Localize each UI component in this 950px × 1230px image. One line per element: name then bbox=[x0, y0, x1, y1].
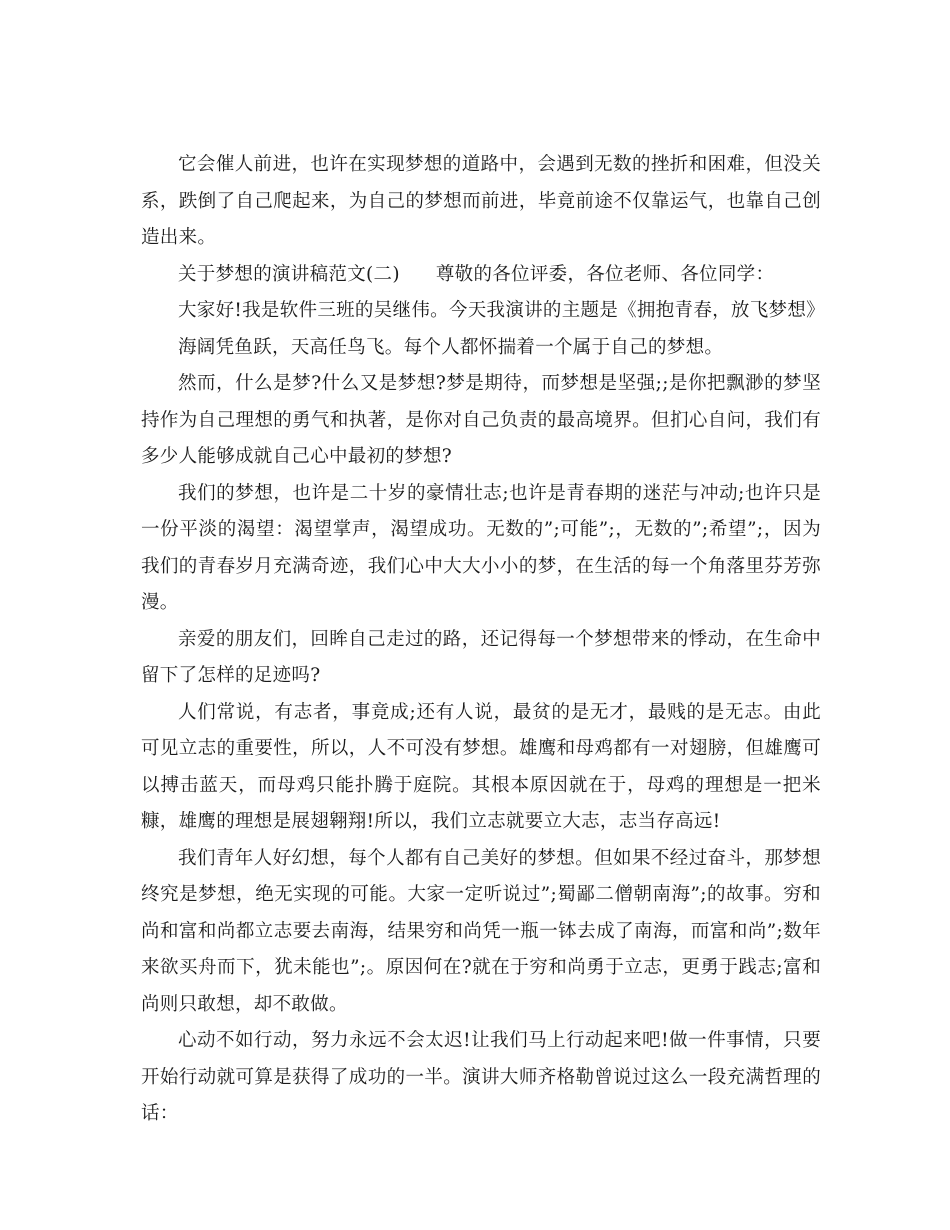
section-title: 关于梦想的演讲稿范文(二) bbox=[178, 263, 400, 285]
paragraph-4: 然而，什么是梦?什么又是梦想?梦是期待，而梦想是坚强;;是你把飘渺的梦坚持作为自己理想的勇气和执著，是你对自己负责的最高境界。但扪心自问，我们有多少人能够成就自己心中最初的梦想? bbox=[141, 373, 821, 467]
paragraph-6: 亲爱的朋友们，回眸自己走过的路，还记得每一个梦想带来的悸动，在生命中留下了怎样的足迹吗? bbox=[141, 628, 821, 686]
section-heading-line bbox=[141, 257, 821, 294]
paragraph-8: 我们青年人好幻想，每个人都有自己美好的梦想。但如果不经过奋斗，那梦想终究是梦想，绝无实现的可能。大家一定听说过”;蜀鄙二僧朝南海”;的故事。穷和尚和富和尚都立志要去南海，结果穷和尚凭一瓶一钵去成了南海，而富和尚”;数年来欲买舟而下，犹未能也”;。原因何在?就在于穷和尚勇于立志，更勇于践志;富和尚则只敢想，却不敢做。 bbox=[141, 847, 821, 1015]
document-body bbox=[141, 147, 825, 1133]
paragraph-1: 它会催人前进，也许在实现梦想的道路中，会遇到无数的挫折和困难，但没关系，跌倒了自己爬起来，为自己的梦想而前进，毕竟前途不仅靠运气，也靠自己创造出来。 bbox=[141, 154, 821, 248]
paragraph-2: 大家好!我是软件三班的吴继伟。今天我演讲的主题是《拥抱青春，放飞梦想》 bbox=[178, 300, 825, 321]
paragraph-3: 海阔凭鱼跃，天高任鸟飞。每个人都怀揣着一个属于自己的梦想。 bbox=[178, 336, 724, 358]
paragraph-9: 心动不如行动，努力永远不会太迟!让我们马上行动起来吧!做一件事情，只要开始行动就可算是获得了成功的一半。演讲大师齐格勒曾说过这么一段充满哲理的话： bbox=[141, 1030, 821, 1124]
paragraph-5: 我们的梦想，也许是二十岁的豪情壮志;也许是青春期的迷茫与冲动;也许只是一份平淡的渴望：渴望掌声，渴望成功。无数的”;可能”;，无数的”;希望”;，因为我们的青春岁月充满奇迹，我们心中大大小小的梦，在生活的每一个角落里芬芳弥漫。 bbox=[141, 482, 821, 613]
paragraph-7: 人们常说，有志者，事竟成;还有人说，最贫的是无才，最贱的是无志。由此可见立志的重要性，所以，人不可没有梦想。雄鹰和母鸡都有一对翅膀，但雄鹰可以搏击蓝天，而母鸡只能扑腾于庭院。其根本原因就在于，母鸡的理想是一把米糠，雄鹰的理想是展翅翱翔!所以，我们立志就要立大志，志当存高远! bbox=[141, 701, 821, 832]
salutation: 尊敬的各位评委，各位老师、各位同学： bbox=[435, 263, 775, 285]
